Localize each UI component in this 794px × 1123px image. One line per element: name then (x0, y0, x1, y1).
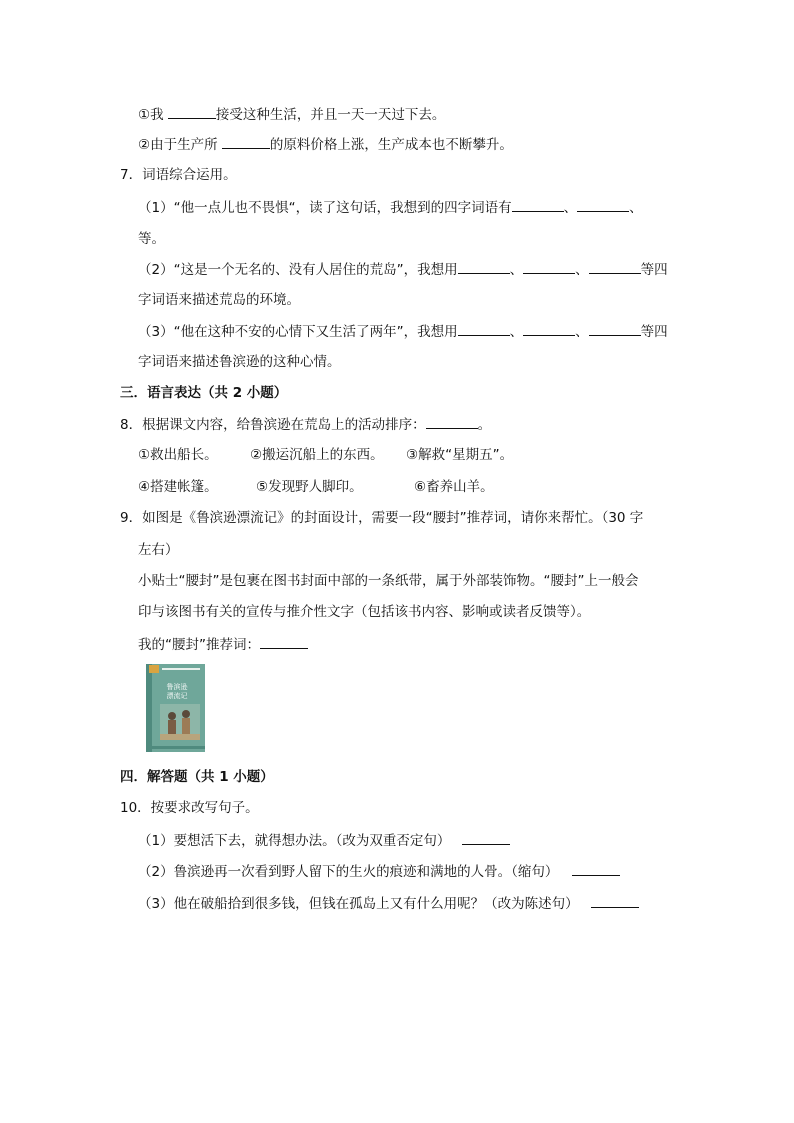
q8-option-3: ③解救“星期五”。 (406, 447, 514, 463)
q8-option-4: ④搭建帐篷。 (138, 479, 218, 495)
q9-tip-line-1: 小贴士“腰封”是包裹在图书封面中部的一条纸带，属于外部装饰物。“腰封”上一般会 (138, 573, 639, 589)
sentence-2-start: ②由于生产所 (138, 137, 222, 153)
sentence-1 (138, 104, 445, 125)
answer-blank[interactable] (168, 104, 216, 119)
q7-part1-text: （1）“他一点儿也不畏惧“，读了这句话，我想到的四字词语有 (138, 200, 512, 216)
separator: 、 (563, 200, 578, 216)
q10-part-1-text: （1）要想活下去，就得想办法。（改为双重否定句） (138, 833, 451, 849)
section-4-count: 1 (219, 769, 229, 785)
q8-title (120, 414, 491, 435)
book-cover-illustration (146, 664, 205, 752)
q8-title-text: 8．根据课文内容，给鲁滨逊在荒岛上的活动排序： (120, 417, 426, 433)
sentence-2 (138, 134, 513, 155)
answer-blank[interactable] (577, 197, 629, 212)
q7-part1 (138, 197, 643, 218)
q9-title-cont: 左右） (138, 542, 179, 558)
answer-blank[interactable] (458, 259, 510, 274)
answer-blank[interactable] (512, 197, 564, 212)
q9-tip-line-2: 印与该图书有关的宣传与推介性文字（包括该书内容、影响或读者反馈等）。 (138, 604, 591, 620)
answer-blank[interactable] (462, 830, 510, 845)
separator: 、 (509, 324, 524, 340)
answer-blank[interactable] (572, 861, 620, 876)
section-3-heading-text: 三．语言表达（共 (120, 385, 233, 401)
book-cover-image (146, 664, 205, 752)
answer-blank[interactable] (589, 321, 641, 336)
q8-option-1: ①救出船长。 (138, 447, 218, 463)
answer-blank[interactable] (260, 634, 308, 649)
q9-answer-label: 我的“腰封”推荐词： (138, 637, 260, 653)
section-3-count: 2 (232, 385, 243, 401)
section-4-heading-suffix: 小题） (228, 769, 274, 785)
q8-option-6: ⑥畜养山羊。 (414, 479, 494, 495)
q7-part2-text: （2）“这是一个无名的、没有人居住的荒岛”，我想用 (138, 262, 458, 278)
book-title-line-2: 漂流记 (166, 692, 188, 700)
separator: 、 (509, 262, 524, 278)
q9-answer (138, 634, 308, 655)
q7-part2-tail: 等四 (640, 262, 668, 278)
answer-blank[interactable] (426, 414, 478, 429)
q7-part3-text: （3）“他在这种不安的心情下又生活了两年”，我想用 (138, 324, 458, 340)
q7-title: 7．词语综合运用。 (120, 167, 237, 183)
answer-blank[interactable] (591, 893, 639, 908)
q7-part3-cont: 字词语来描述鲁滨逊的这种心情。 (138, 354, 341, 370)
separator: 、 (575, 262, 589, 278)
separator: 、 (629, 200, 643, 216)
sentence-1-start: ①我 (138, 107, 168, 123)
q10-part-3 (138, 893, 639, 914)
q8-option-5: ⑤发现野人脚印。 (256, 479, 363, 495)
q10-part-3-text: （3）他在破船拾到很多钱，但钱在孤岛上又有什么用呢？（改为陈述句） (138, 896, 579, 912)
separator: 、 (575, 324, 589, 340)
q7-part2-cont: 字词语来描述荒岛的环境。 (138, 292, 300, 308)
q10-part-2 (138, 861, 620, 882)
answer-blank[interactable] (458, 321, 510, 336)
q7-part3 (138, 321, 668, 342)
q7-part2 (138, 259, 668, 280)
section-4-heading (120, 767, 274, 787)
q8-option-2: ②搬运沉船上的东西。 (250, 447, 384, 463)
q10-part-1 (138, 830, 510, 851)
sentence-1-end: 接受这种生活，并且一天一天过下去。 (215, 107, 446, 123)
q10-title: 10．按要求改写句子。 (120, 800, 259, 816)
answer-blank[interactable] (222, 134, 270, 149)
q9-title: 9．如图是《鲁滨逊漂流记》的封面设计，需要一段“腰封”推荐词，请你来帮忙。（30 字 (120, 510, 644, 526)
q10-part-2-text: （2）鲁滨逊再一次看到野人留下的生火的痕迹和满地的人骨。（缩句） (138, 864, 559, 880)
answer-blank[interactable] (523, 259, 575, 274)
sentence-2-end: 的原料价格上涨，生产成本也不断攀升。 (269, 137, 513, 153)
q7-part3-tail: 等四 (640, 324, 668, 340)
section-3-heading (120, 383, 287, 403)
book-title-line-1: 鲁滨逊 (166, 683, 188, 691)
q7-part1-end: 等。 (138, 231, 165, 247)
q8-title-end: 。 (477, 417, 492, 433)
section-4-heading-text: 四．解答题（共 (120, 769, 220, 785)
section-3-heading-suffix: 小题） (242, 385, 288, 401)
answer-blank[interactable] (523, 321, 575, 336)
answer-blank[interactable] (589, 259, 641, 274)
